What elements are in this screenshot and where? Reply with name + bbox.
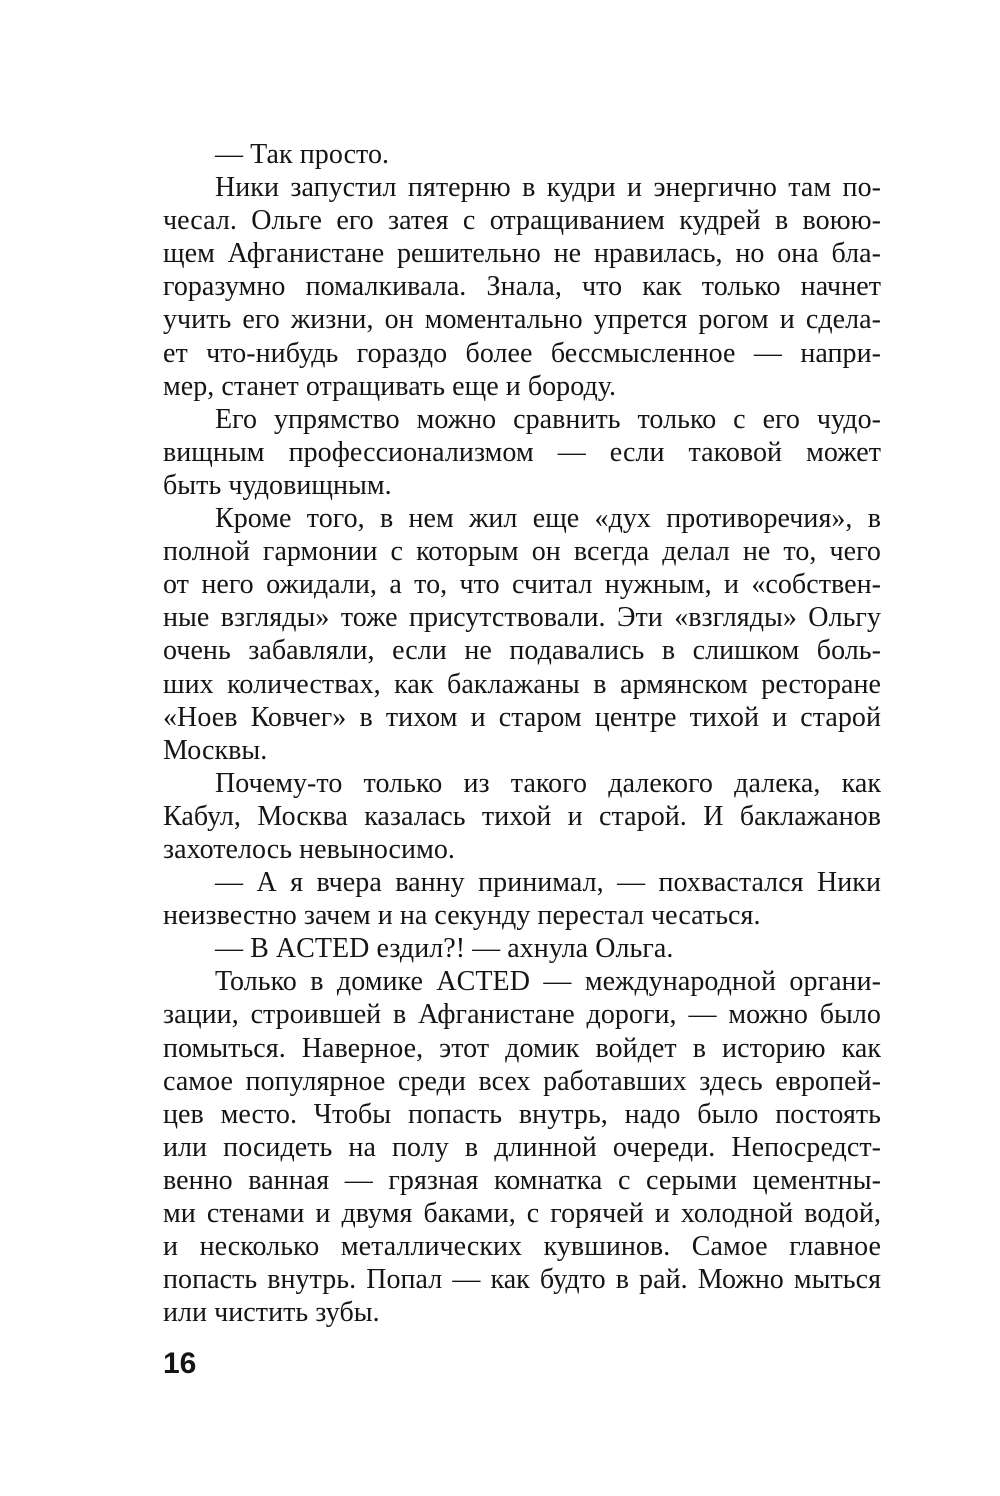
text-line: Кроме того, в нем жил еще «дух противоречия», в: [215, 503, 881, 535]
text-line: горазумно помалкивала. Знала, что как только начнет: [163, 271, 881, 303]
text-line: мер, станет отращивать еще и бороду.: [163, 370, 617, 402]
text-line: Кабул, Москва казалась тихой и старой. И баклажанов: [163, 800, 881, 832]
text-line: быть чудовищным.: [163, 469, 392, 501]
text-line: Ники запустил пятерню в кудри и энергично там по-: [215, 172, 881, 204]
text-line: Москвы.: [163, 734, 268, 766]
text-line: неизвестно зачем и на секунду перестал чесаться.: [163, 900, 761, 932]
text-line: ми стенами и двумя баками, с горячей и холодной водой,: [163, 1198, 881, 1229]
text-line: зации, строившей в Афганистане дороги, — можно было: [163, 999, 881, 1031]
text-line: Только в домике ACTED — международной органи-: [215, 966, 881, 998]
text-line: — В ACTED ездил?! — ахнула Ольга.: [215, 933, 674, 965]
text-line: ные взгляды» тоже присутствовали. Эти «взгляды» Ольгу: [163, 602, 881, 634]
text-line: учить его жизни, он моментально упрется рогом и сдела-: [163, 304, 881, 336]
text-line: Его упрямство можно сравнить только с его чудо-: [215, 403, 881, 435]
text-line: полной гармонии с которым он всегда делал не то, чего: [163, 536, 881, 568]
text-line: самое популярное среди всех работавших здесь европей-: [163, 1065, 881, 1097]
text-line: — Так просто.: [215, 139, 390, 170]
text-line: от него ожидали, а то, что считал нужным, и «собствен-: [163, 569, 881, 601]
text-line: ет что-нибудь гораздо более бессмысленное — напри-: [163, 337, 881, 369]
text-line: очень забавляли, если не подавались в слишком боль-: [163, 635, 881, 667]
text-line: цев место. Чтобы попасть внутрь, надо было постоять: [163, 1098, 881, 1130]
text-line: щем Афганистане решительно не нравилась, но она бла-: [163, 238, 881, 270]
text-line: — А я вчера ванну принимал, — похвастался Ники: [215, 867, 881, 899]
body-text: [163, 138, 881, 1329]
text-line: вищным профессионализмом — если таковой может: [163, 436, 881, 468]
text-line: ших количествах, как баклажаны в армянском ресторане: [163, 668, 881, 700]
text-line: Почему-то только из такого далекого далека, как: [215, 767, 881, 799]
page-number: 16: [163, 1347, 197, 1380]
text-line: или посидеть на полу в длинной очереди. Непосредст-: [163, 1131, 881, 1163]
text-line: чесал. Ольге его затея с отращиванием кудрей в воюю-: [163, 205, 881, 237]
text-line: венно ванная — грязная комнатка с серыми цементны-: [163, 1164, 881, 1196]
text-line: «Ноев Ковчег» в тихом и старом центре тихой и старой: [163, 701, 881, 733]
text-line: захотелось невыносимо.: [163, 833, 455, 865]
text-line: или чистить зубы.: [163, 1297, 380, 1329]
text-line: попасть внутрь. Попал — как будто в рай. Можно мыться: [163, 1264, 881, 1296]
text-line: и несколько металлических кувшинов. Самое главное: [163, 1231, 881, 1263]
text-line: помыться. Наверное, этот домик войдет в историю как: [163, 1032, 881, 1064]
